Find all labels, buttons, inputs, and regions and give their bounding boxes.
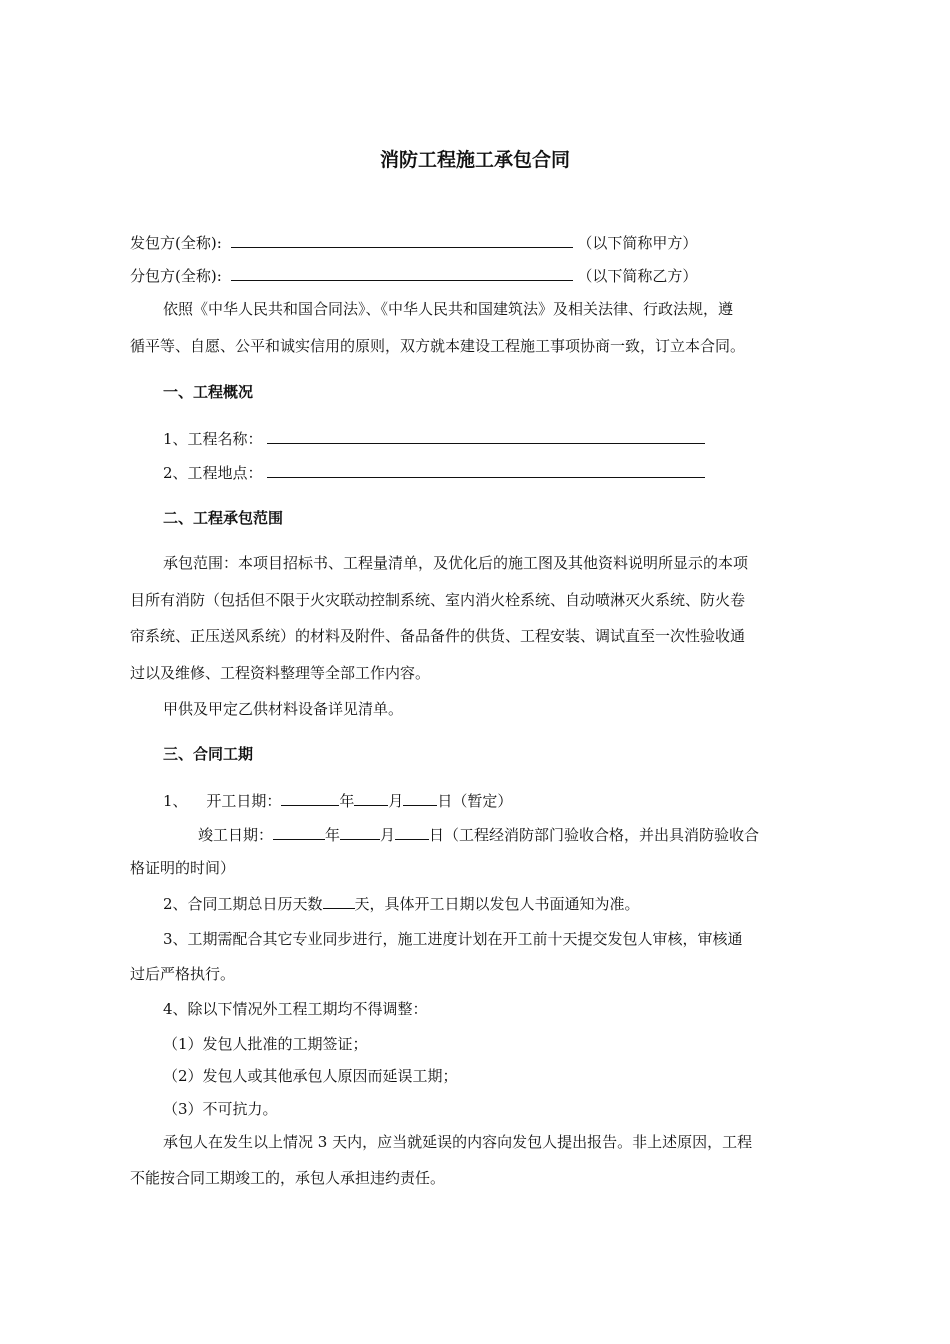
party-b-line bbox=[130, 265, 697, 286]
duration-suffix: 天，具体开工日期以发包人书面通知为准。 bbox=[354, 895, 640, 913]
duration-prefix: 2、合同工期总日历天数 bbox=[163, 895, 323, 913]
start-date-line bbox=[163, 790, 512, 811]
party-a-label: 发包方(全称): bbox=[130, 234, 222, 252]
project-location-line bbox=[163, 462, 705, 483]
duration-line bbox=[163, 893, 640, 914]
preamble-line-1: 依照《中华人民共和国合同法》、《中华人民共和国建筑法》及相关法律、行政法规，遵 bbox=[163, 300, 734, 318]
scope-line-1: 承包范围：本项目招标书、工程量清单，及优化后的施工图及其他资料说明所显示的本项 bbox=[163, 554, 749, 572]
preamble-line-2: 循平等、自愿、公平和诚实信用的原则，双方就本建设工程施工事项协商一致，订立本合同。 bbox=[130, 337, 746, 355]
completion-day-blank[interactable] bbox=[395, 824, 429, 840]
party-a-blank[interactable] bbox=[231, 232, 573, 248]
completion-month-blank[interactable] bbox=[340, 824, 380, 840]
project-name-label: 1、工程名称： bbox=[163, 430, 263, 448]
scope-line-4: 过以及维修、工程资料整理等全部工作内容。 bbox=[130, 664, 431, 682]
completion-year-unit: 年 bbox=[325, 826, 341, 844]
start-month-blank[interactable] bbox=[354, 790, 388, 806]
completion-month-unit: 月 bbox=[380, 826, 396, 844]
start-month-unit: 月 bbox=[388, 792, 404, 810]
closing-line-2: 不能按合同工期竣工的，承包人承担违约责任。 bbox=[130, 1169, 446, 1187]
duration-days-blank[interactable] bbox=[323, 893, 355, 909]
scope-line-3: 帘系统、正压送风系统）的材料及附件、备品备件的供货、工程安装、调试直至一次性验收通 bbox=[130, 627, 746, 645]
condition-1: （1）发包人批准的工期签证； bbox=[163, 1035, 368, 1053]
project-location-label: 2、工程地点： bbox=[163, 464, 263, 482]
start-day-blank[interactable] bbox=[403, 790, 437, 806]
party-b-note: （以下简称乙方） bbox=[577, 267, 698, 285]
condition-3: （3）不可抗力。 bbox=[163, 1100, 278, 1118]
supply-note: 甲供及甲定乙供材料设备详见清单。 bbox=[163, 700, 404, 718]
section-1-heading: 一、工程概况 bbox=[163, 383, 254, 401]
completion-date-line-2: 格证明的时间） bbox=[130, 859, 236, 877]
document-title: 消防工程施工承包合同 bbox=[379, 149, 570, 171]
start-date-number: 1、 bbox=[163, 792, 188, 810]
completion-day-note: 日（工程经消防部门验收合格，并出具消防验收合 bbox=[429, 826, 760, 844]
section-2-heading: 二、工程承包范围 bbox=[163, 509, 284, 527]
party-a-note: （以下简称甲方） bbox=[577, 234, 698, 252]
completion-date-line bbox=[198, 824, 759, 845]
project-location-blank[interactable] bbox=[267, 462, 705, 478]
condition-2: （2）发包人或其他承包人原因而延误工期； bbox=[163, 1067, 458, 1085]
adjustment-heading: 4、除以下情况外工程工期均不得调整： bbox=[163, 1000, 428, 1018]
start-day-unit: 日（暂定） bbox=[437, 792, 513, 810]
party-b-label: 分包方(全称): bbox=[130, 267, 222, 285]
schedule-line-2: 过后严格执行。 bbox=[130, 965, 236, 983]
completion-date-label: 竣工日期： bbox=[198, 826, 274, 844]
party-b-blank[interactable] bbox=[231, 265, 573, 281]
party-a-line bbox=[130, 232, 697, 253]
completion-year-blank[interactable] bbox=[273, 824, 325, 840]
closing-line-1: 承包人在发生以上情况 3 天内，应当就延误的内容向发包人提出报告。非上述原因，工程 bbox=[163, 1133, 753, 1151]
schedule-line-1: 3、工期需配合其它专业同步进行，施工进度计划在开工前十天提交发包人审核，审核通 bbox=[163, 930, 743, 948]
scope-line-2: 目所有消防（包括但不限于火灾联动控制系统、室内消火栓系统、自动喷淋灭火系统、防火卷 bbox=[130, 591, 746, 609]
section-3-heading: 三、合同工期 bbox=[163, 745, 254, 763]
start-year-blank[interactable] bbox=[281, 790, 339, 806]
project-name-line bbox=[163, 428, 705, 449]
start-year-unit: 年 bbox=[339, 792, 355, 810]
project-name-blank[interactable] bbox=[267, 428, 705, 444]
start-date-label: 开工日期： bbox=[206, 792, 282, 810]
